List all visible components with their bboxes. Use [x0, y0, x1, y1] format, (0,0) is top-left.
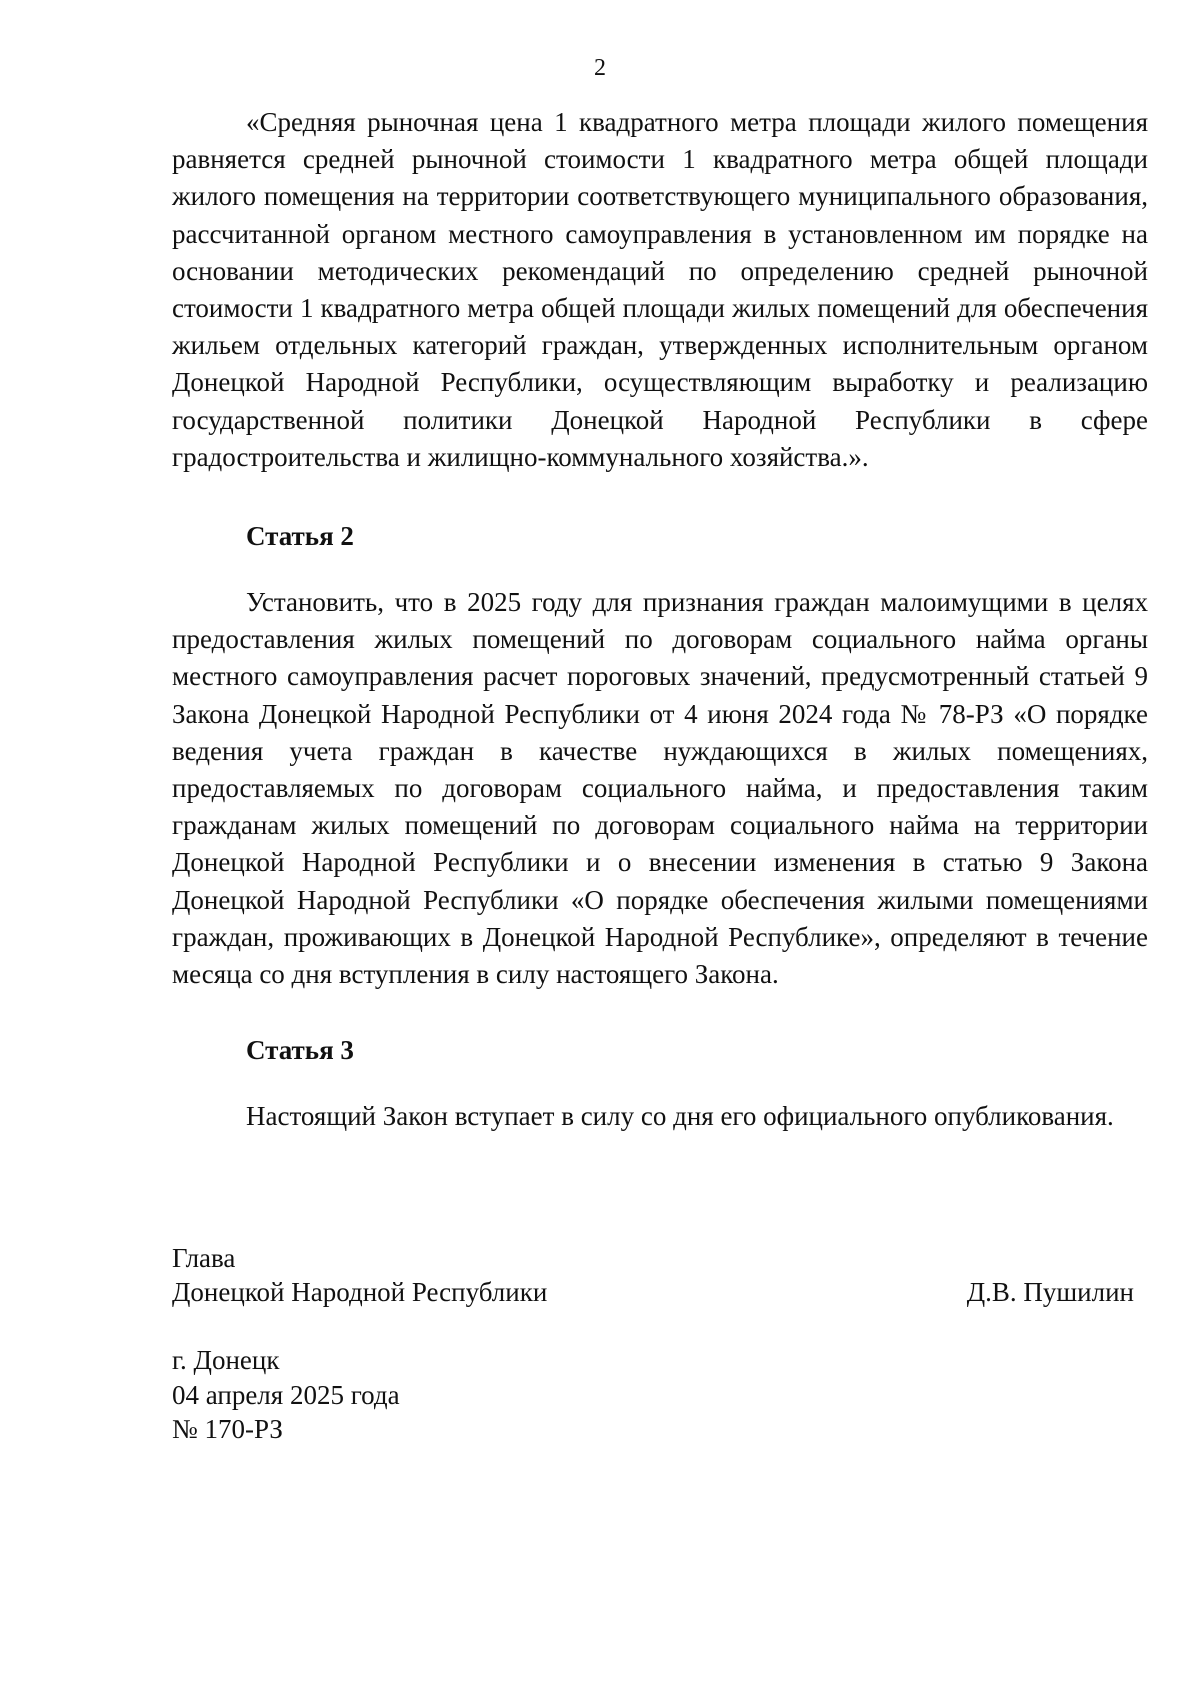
article-2-text: Установить, что в 2025 году для признания граждан малоимущими в целях предоставления жилых помещений по договорам социального найма органы местного самоуправления расчет пороговых значений, предусмотренный статьей 9 Закона Донецкой Народной Республики от 4 июня 2024 года № 78-РЗ «О порядке ведения учета граждан в качестве нуждающихся в жилых помещениях, предоставляемых по договорам социального найма, и предоставления таким гражданам жилых помещений по договорам социального найма на территории Донецкой Народной Республики и о внесении изменения в статью 9 Закона Донецкой Народной Республики «О порядке обеспечения жилыми помещениями граждан, проживающих в Донецкой Народной Республике», определяют в течение месяца со дня вступления в силу настоящего Закона. [172, 587, 1148, 990]
article-3-text: Настоящий Закон вступает в силу со дня его официального опубликования. [246, 1101, 1114, 1131]
signature-title-line2: Донецкой Народной Республики [172, 1277, 548, 1307]
article-2-block [172, 584, 1148, 993]
intro-paragraph: «Средняя рыночная цена 1 квадратного метра площади жилого помещения равняется средней рыночной стоимости 1 квадратного метра общей площади жилого помещения на территории соответствующего муниципального образования, рассчитанной органом местного самоуправления в установленном им порядке на основании методических рекомендаций по определению средней рыночной стоимости 1 квадратного метра общей площади жилых помещений для обеспечения жильем отдельных категорий граждан, утвержденных исполнительным органом Донецкой Народной Республики, осуществляющим выработку и реализацию государственной политики Донецкой Народной Республики в сфере градостроительства и жилищно-коммунального хозяйства.». [172, 107, 1148, 472]
article-3-heading: Статья 3 [246, 1035, 354, 1065]
article-2-heading: Статья 2 [246, 521, 354, 551]
signature-name: Д.В. Пушилин [966, 1277, 1134, 1307]
footer-law-number: № 170-РЗ [172, 1414, 283, 1444]
footer-date: 04 апреля 2025 года [172, 1380, 400, 1410]
intro-paragraph-block [172, 104, 1148, 476]
article-3-block [172, 1098, 1148, 1135]
footer-city: г. Донецк [172, 1345, 280, 1375]
signature-title-line1: Глава [172, 1243, 236, 1273]
page-number: 2 [594, 55, 606, 81]
